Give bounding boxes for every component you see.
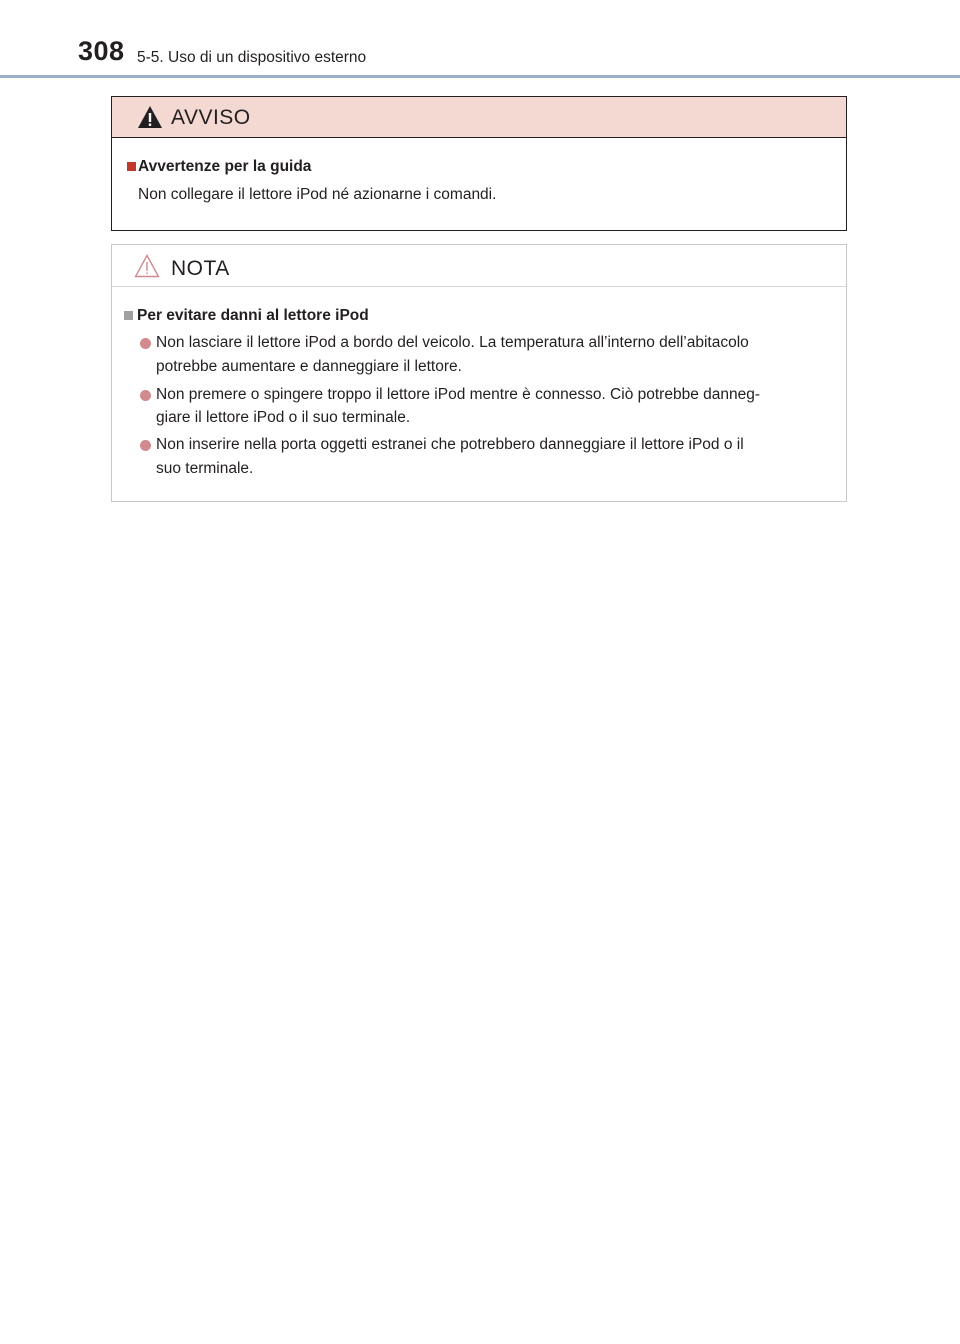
list-item-line: suo terminale. [156,460,254,477]
list-item-line: Non lasciare il lettore iPod a bordo del veicolo. La temperatura all’interno dell’abitacolo [156,334,749,351]
page-number: 308 [78,36,125,66]
warning-triangle-icon [137,105,163,129]
nota-header [112,245,846,287]
nota-title: NOTA [171,257,230,280]
avviso-header [112,97,846,138]
bullet-icon [140,390,151,401]
section-marker-icon [127,162,136,171]
list-item-line: potrebbe aumentare e danneggiare il lettore. [156,358,462,375]
avviso-box [111,96,847,231]
header-rule [0,75,960,78]
list-item-line: giare il lettore iPod o il suo terminale. [156,409,411,426]
warning-triangle-outline-icon [134,254,160,278]
bullet-icon [140,338,151,349]
section-title: 5-5. Uso di un dispositivo esterno [137,49,367,66]
bullet-icon [140,440,151,451]
list-item-line: Non premere o spingere troppo il lettore iPod mentre è connesso. Ciò potrebbe danneg- [156,386,761,403]
nota-subheading: Per evitare danni al lettore iPod [137,307,369,324]
nota-box [111,244,847,502]
avviso-text: Non collegare il lettore iPod né azionarne i comandi. [138,186,497,203]
list-item-line: Non inserire nella porta oggetti estranei che potrebbero danneggiare il lettore iPod o il [156,436,744,453]
avviso-subheading: Avvertenze per la guida [138,158,312,175]
section-marker-icon [124,311,133,320]
avviso-title: AVVISO [171,106,251,129]
page-header [0,0,960,78]
